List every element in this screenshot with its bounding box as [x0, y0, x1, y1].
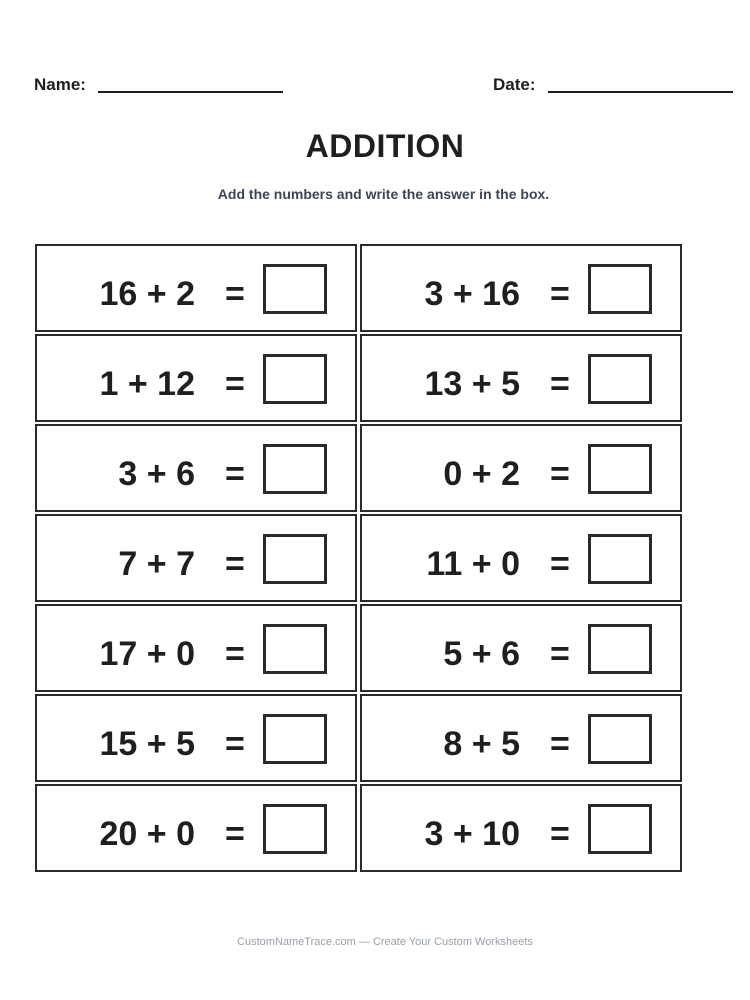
problem-card [35, 424, 357, 512]
problem-card [360, 514, 682, 602]
problem-card [360, 694, 682, 782]
equals-sign: = [550, 545, 570, 583]
problem-card [360, 424, 682, 512]
problem-expression: 11 + 0 [426, 545, 520, 583]
worksheet-header [0, 70, 750, 100]
name-label: Name: [34, 75, 86, 94]
problem-card [35, 604, 357, 692]
equals-sign: = [550, 275, 570, 313]
equals-sign: = [225, 455, 245, 493]
answer-box[interactable] [588, 804, 652, 854]
answer-box[interactable] [588, 354, 652, 404]
date-line[interactable] [548, 91, 733, 93]
equals-sign: = [550, 725, 570, 763]
equals-sign: = [225, 635, 245, 673]
problem-grid [35, 244, 682, 872]
problem-expression: 20 + 0 [99, 815, 195, 853]
answer-box[interactable] [263, 534, 327, 584]
problem-card [360, 334, 682, 422]
problem-expression: 16 + 2 [99, 275, 195, 313]
equals-sign: = [550, 455, 570, 493]
problem-card [35, 694, 357, 782]
equals-sign: = [225, 815, 245, 853]
equals-sign: = [225, 725, 245, 763]
date-label: Date: [493, 75, 536, 94]
answer-box[interactable] [263, 714, 327, 764]
problem-card [35, 334, 357, 422]
problem-card [35, 244, 357, 332]
answer-box[interactable] [588, 444, 652, 494]
answer-box[interactable] [263, 354, 327, 404]
equals-sign: = [550, 635, 570, 673]
equals-sign: = [225, 365, 245, 403]
answer-box[interactable] [263, 624, 327, 674]
problem-expression: 3 + 10 [424, 815, 520, 853]
answer-box[interactable] [588, 264, 652, 314]
answer-box[interactable] [263, 264, 327, 314]
name-line[interactable] [98, 91, 283, 93]
worksheet-title: ADDITION [305, 128, 465, 164]
problem-expression: 5 + 6 [443, 635, 520, 673]
problem-expression: 13 + 5 [424, 365, 520, 403]
equals-sign: = [550, 365, 570, 403]
problem-expression: 0 + 2 [443, 455, 520, 493]
problem-expression: 1 + 12 [99, 365, 195, 403]
problem-card [35, 784, 357, 872]
answer-box[interactable] [263, 444, 327, 494]
worksheet-instructions: Add the numbers and write the answer in the box. [217, 186, 550, 202]
answer-box[interactable] [588, 624, 652, 674]
problem-card [360, 604, 682, 692]
answer-box[interactable] [263, 804, 327, 854]
problem-expression: 17 + 0 [99, 635, 195, 673]
answer-box[interactable] [588, 714, 652, 764]
equals-sign: = [225, 275, 245, 313]
problem-card [35, 514, 357, 602]
problem-card [360, 244, 682, 332]
name-field [34, 70, 283, 100]
problem-expression: 15 + 5 [99, 725, 195, 763]
problem-expression: 3 + 16 [424, 275, 520, 313]
answer-box[interactable] [588, 534, 652, 584]
problem-expression: 3 + 6 [118, 455, 195, 493]
date-field [493, 70, 733, 100]
problem-expression: 7 + 7 [118, 545, 195, 583]
equals-sign: = [225, 545, 245, 583]
equals-sign: = [550, 815, 570, 853]
footer-credit: CustomNameTrace.com — Create Your Custom Worksheets [237, 936, 533, 948]
problem-card [360, 784, 682, 872]
problem-expression: 8 + 5 [443, 725, 520, 763]
